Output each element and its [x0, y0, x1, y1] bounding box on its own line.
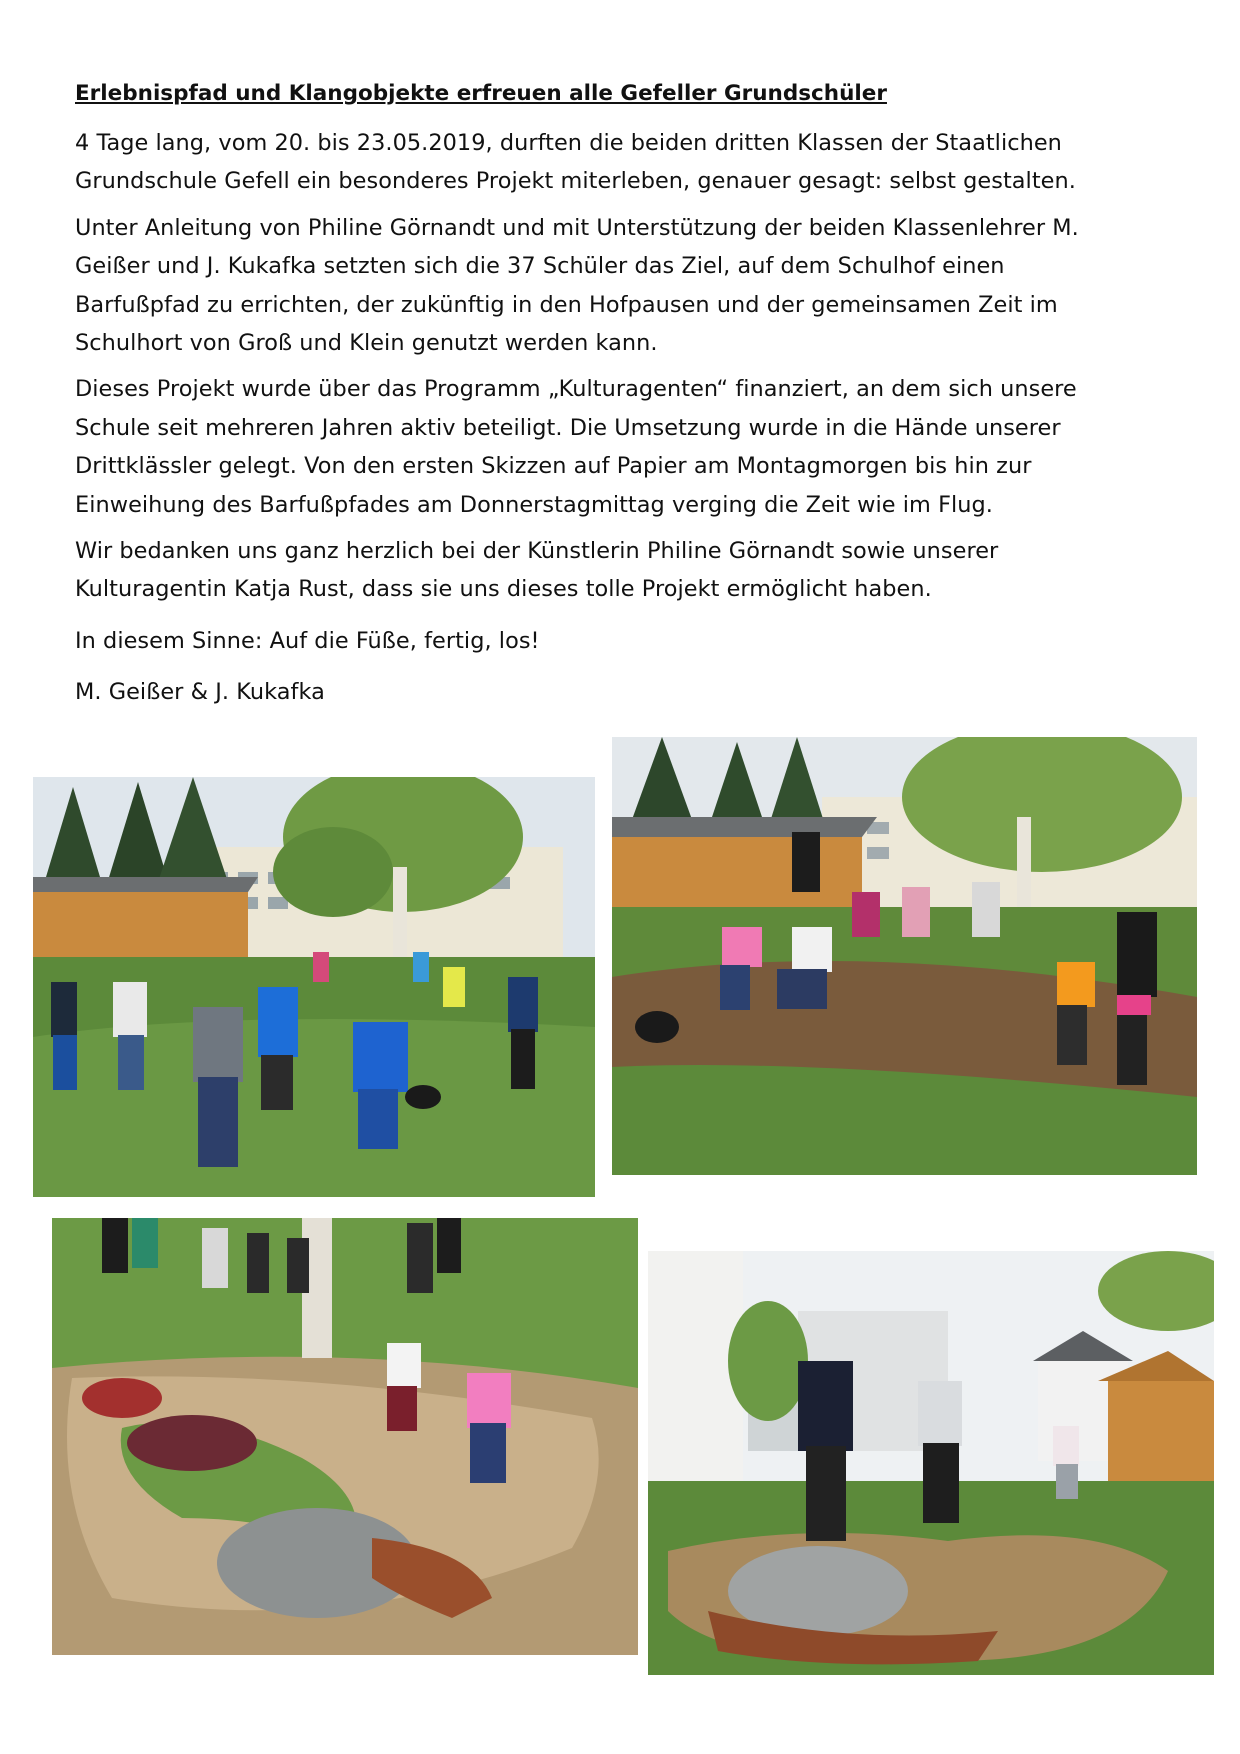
photo-children-balancing-on-path — [648, 1251, 1214, 1675]
paragraph-line: Kulturagentin Katja Rust, dass sie uns dieses tolle Projekt ermöglicht haben. — [75, 576, 932, 603]
paragraph-2 — [75, 209, 1165, 363]
article-title: Erlebnispfad und Klangobjekte erfreuen alle Gefeller Grundschüler — [75, 81, 887, 106]
paragraph-line: Wir bedanken uns ganz herzlich bei der Künstlerin Philine Görnandt sowie unserer — [75, 538, 999, 565]
paragraph-line: Einweihung des Barfußpfades am Donnerstagmittag verging die Zeit wie im Flug. — [75, 491, 993, 518]
paragraph-line: Grundschule Gefell ein besonderes Projekt miterleben, genauer gesagt: selbst gestalten. — [75, 168, 1076, 195]
paragraph-1 — [75, 124, 1165, 201]
paragraph-line: Schulhort von Groß und Klein genutzt werden kann. — [75, 330, 658, 357]
paragraph-line: Unter Anleitung von Philine Görnandt und mit Unterstützung der beiden Klassenlehrer M. — [75, 214, 1079, 241]
photo-children-digging-near-shed — [612, 737, 1197, 1175]
paragraph-line: 4 Tage lang, vom 20. bis 23.05.2019, durften die beiden dritten Klassen der Staatlichen — [75, 130, 1062, 156]
signature-text: M. Geißer & J. Kukafka — [75, 679, 325, 706]
photo-children-digging-schoolyard — [33, 777, 595, 1197]
paragraph-line: Drittklässler gelegt. Von den ersten Skizzen auf Papier am Montagmorgen bis hin zur — [75, 453, 1032, 480]
paragraph-line: Schule seit mehreren Jahren aktiv beteiligt. Die Umsetzung wurde in die Hände unserer — [75, 414, 1061, 441]
signature — [75, 673, 1165, 711]
paragraph-3 — [75, 370, 1165, 524]
photo-children-walking-barefoot-path — [52, 1218, 638, 1655]
closing-text: In diesem Sinne: Auf die Füße, fertig, los! — [75, 627, 540, 654]
paragraph-line: Geißer und J. Kukafka setzten sich die 37 Schüler das Ziel, auf dem Schulhof einen — [75, 253, 1005, 280]
article — [75, 72, 1165, 712]
paragraph-line: Dieses Projekt wurde über das Programm „Kulturagenten“ finanziert, an dem sich unsere — [75, 376, 1077, 403]
closing-line — [75, 622, 1165, 660]
paragraph-line: Barfußpfad zu errichten, der zukünftig in den Hofpausen und der gemeinsamen Zeit im — [75, 291, 1058, 318]
paragraph-4 — [75, 532, 1165, 609]
